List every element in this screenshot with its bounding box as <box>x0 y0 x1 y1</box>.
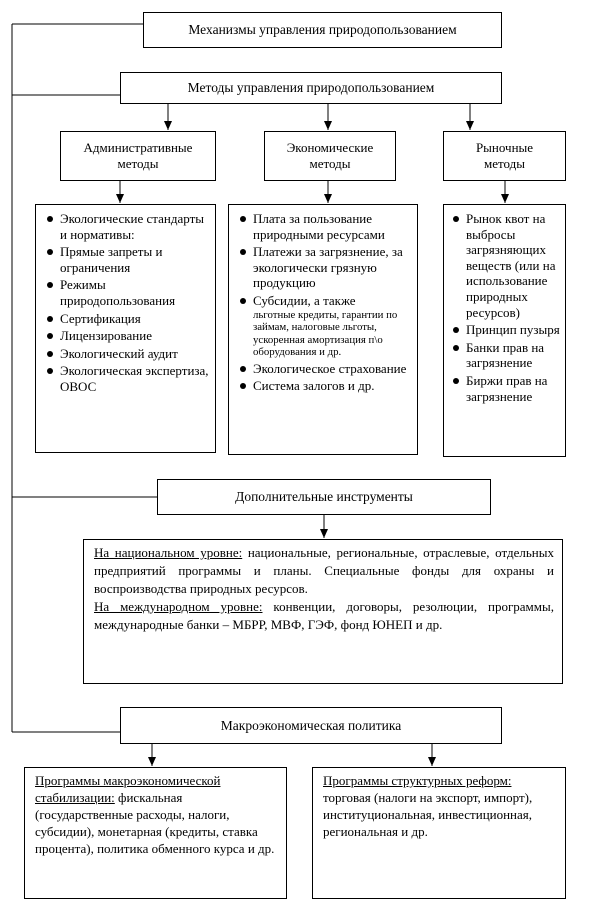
bullet-icon <box>240 383 246 389</box>
list-item: Банки прав на загрязнение <box>452 340 561 371</box>
admin-methods-list <box>46 211 209 395</box>
international-level-label: На международном уровне: <box>94 599 263 614</box>
market-methods-title: Рыночные методы <box>475 140 534 171</box>
additional-details-box <box>83 539 563 684</box>
structural-reforms-box <box>312 767 566 899</box>
international-level-paragraph <box>94 598 554 634</box>
list-item: Режимы природопользования <box>46 277 209 308</box>
national-level-paragraph <box>94 544 554 598</box>
bullet-icon <box>453 327 459 333</box>
list-item: Экологическая экспертиза, ОВОС <box>46 363 209 394</box>
econ-methods-box <box>264 131 396 181</box>
list-item: Прямые запреты и ограничения <box>46 244 209 275</box>
list-item: Экологический аудит <box>46 346 209 362</box>
bullet-icon <box>240 366 246 372</box>
list-item: Система залогов и др. <box>239 378 411 394</box>
admin-methods-box <box>60 131 216 181</box>
additional-title: Дополнительные инструменты <box>235 489 413 504</box>
macro-title-box <box>120 707 502 744</box>
list-item: Биржи прав на загрязнение <box>452 373 561 404</box>
bullet-icon <box>47 368 53 374</box>
list-item: Экологические стандарты и нормативы: <box>46 211 209 242</box>
list-item: Рынок квот на выбросы загрязняющих веществ (или на использование природных ресурсов) <box>452 211 561 320</box>
admin-methods-title: Административные методы <box>83 140 193 171</box>
econ-methods-list <box>239 211 411 394</box>
econ-methods-title: Экономические методы <box>286 140 374 171</box>
methods-title-box <box>120 72 502 104</box>
stabilization-programs-box <box>24 767 287 899</box>
bullet-icon <box>47 249 53 255</box>
list-item: Сертификация <box>46 311 209 327</box>
stabilization-text: фискальная (государственные расходы, налоги, субсидии), монетарная (кредиты, ставка процента), политика обменного курса и др. <box>35 790 275 856</box>
bullet-icon <box>47 316 53 322</box>
bullet-icon <box>453 345 459 351</box>
list-item: Лицензирование <box>46 328 209 344</box>
market-methods-list-box <box>443 204 566 457</box>
bullet-icon <box>240 216 246 222</box>
mechanisms-title-box <box>143 12 502 48</box>
macro-title: Макроэкономическая политика <box>220 717 402 733</box>
bullet-icon <box>240 298 246 304</box>
bullet-icon <box>240 249 246 255</box>
stabilization-label: Программы макроэкономической стабилизации: <box>35 773 221 805</box>
national-level-label: На национальном уровне: <box>94 545 243 560</box>
additional-title-box <box>157 479 491 515</box>
structural-text: торговая (налоги на экспорт, импорт), институциональная, инвестиционная, региональная и др. <box>323 790 533 839</box>
mechanisms-title: Механизмы управления природопользованием <box>188 22 457 37</box>
list-item: Плата за пользование природными ресурсами <box>239 211 411 242</box>
market-methods-box <box>443 131 566 181</box>
international-level-text: конвенции, договоры, резолюции, программы, международные банки – МБРР, МВФ, ГЭФ, фонд ЮНЕП и др. <box>94 599 554 632</box>
admin-methods-list-box <box>35 204 216 453</box>
national-level-text: национальные, региональные, отраслевые, отдельных предприятий программы и планы. Специальные фонды для охраны и воспроизводства природных ресурсов. <box>94 545 554 596</box>
list-item: Платежи за загрязнение, за экологически грязную продукцию <box>239 244 411 291</box>
bullet-icon <box>47 333 53 339</box>
list-item: Принцип пузыря <box>452 322 561 338</box>
list-item: Субсидии, а также льготные кредиты, гарантии по займам, налоговые льготы, ускоренная амортизация п\о оборудования и др. <box>239 293 411 359</box>
bullet-icon <box>453 216 459 222</box>
list-item: Экологическое страхование <box>239 361 411 377</box>
market-methods-list <box>452 211 561 404</box>
bullet-icon <box>47 216 53 222</box>
bullet-icon <box>47 351 53 357</box>
bullet-icon <box>47 282 53 288</box>
bullet-icon <box>453 378 459 384</box>
econ-methods-list-box <box>228 204 418 455</box>
structural-label: Программы структурных реформ: <box>323 773 512 788</box>
methods-title: Методы управления природопользованием <box>187 80 435 95</box>
